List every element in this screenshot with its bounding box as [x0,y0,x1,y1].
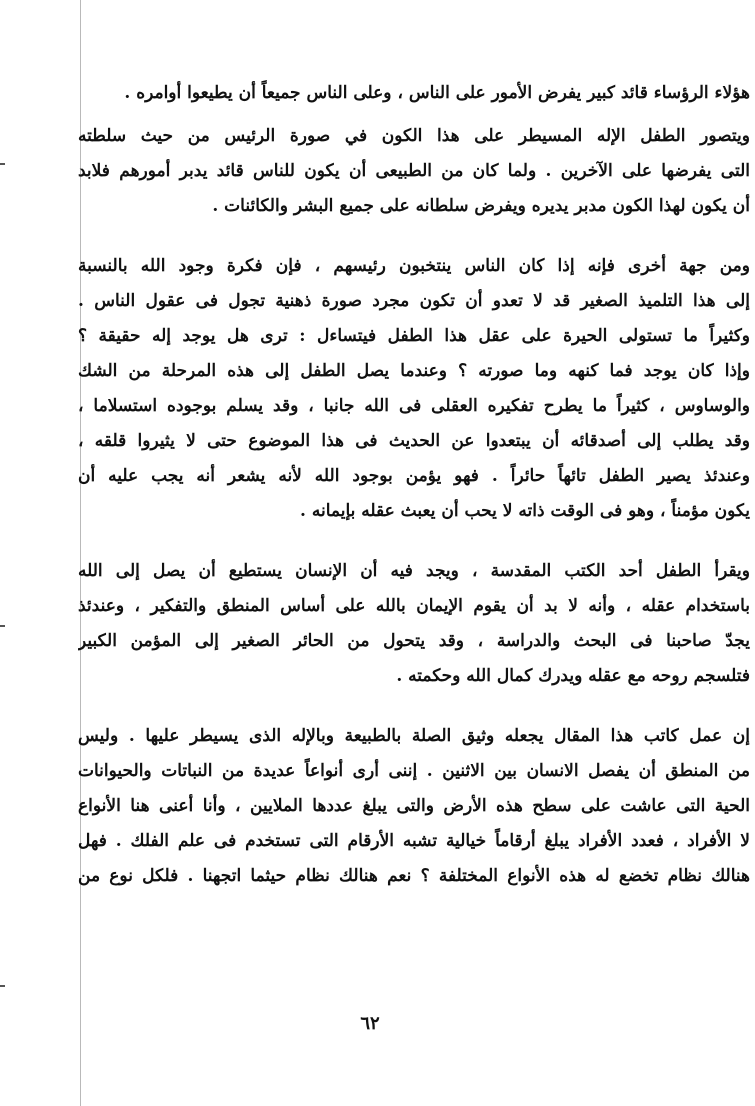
paragraph [78,249,750,529]
text-line: يجدّ صاحبنا فى البحث والدراسة ، وقد يتحول من الحائر الصغير إلى المؤمن الكبير [78,631,750,651]
paragraph [78,554,750,694]
text-line: باستخدام عقله ، وأنه لا بد أن يقوم الإيمان بالله على أساس المنطق والتفكير ، وعندئذ [78,596,750,616]
text-line: وقد يطلب إلى أصدقائه أن يبتعدوا عن الحديث فى هذا الموضوع حتى لا يثيروا قلقه ، [78,431,750,451]
text-line: لا الأفراد ، فعدد الأفراد يبلغ أرقاماً خيالية تشبه الأرقام التى تستخدم فى علم الفلك . فهل [78,831,750,851]
edge-mark [0,625,5,627]
text-line: ومن جهة أخرى فإنه إذا كان الناس ينتخبون رئيسهم ، فإن فكرة وجود الله بالنسبة [78,256,750,276]
paragraph [78,719,750,894]
edge-mark [0,163,5,165]
text-line: من المنطق أن يفصل الانسان بين الاثنين . إننى أرى أنواعاً عديدة من النباتات والحيوانات [78,761,750,781]
text-line: وإذا كان يوجد فما كنهه وما صورته ؟ وعندما يصل الطفل إلى هذه المرحلة من الشك [78,361,750,381]
paragraph-gap [78,694,750,719]
paragraph-gap [78,111,750,119]
text-line: التى يفرضها على الآخرين . ولما كان من الطبيعى أن يكون للناس قائد يدبر أمورهم فلابد [78,161,750,181]
paragraph-gap [78,224,750,249]
text-line: إلى هذا التلميذ الصغير قد لا تعدو أن تكون مجرد صورة ذهنية تجول فى عقول الناس . [78,291,750,311]
text-line: أن يكون لهذا الكون مدبر يديره ويفرض سلطانه على جميع البشر والكائنات . [212,196,750,216]
page-number: ٦٢ [360,1013,380,1034]
text-line: هنالك نظام تخضع له هذه الأنواع المختلفة ؟ نعم هنالك نظام حيثما اتجهنا . فلكل نوع من [78,866,750,886]
body-text [78,76,750,894]
paragraph [78,76,750,111]
text-line: هؤلاء الرؤساء قائد كبير يفرض الأمور على الناس ، وعلى الناس جميعاً أن يطيعوا أوامره . [124,83,750,103]
text-line: ويقرأ الطفل أحد الكتب المقدسة ، ويجد فيه أن الإنسان يستطيع أن يصل إلى الله [78,561,750,581]
text-line: ويتصور الطفل الإله المسيطر على هذا الكون في صورة الرئيس من حيث سلطته [78,126,750,146]
paragraph-gap [78,529,750,554]
text-line: وعندئذ يصير الطفل تائهاً حائراً . فهو يؤمن بوجود الله لأنه يشعر أنه يجب عليه أن [78,466,750,486]
text-line: وكثيراً ما تستولى الحيرة على عقل هذا الطفل فيتساءل : ترى هل يوجد إله حقيقة ؟ [78,326,750,346]
text-line: الحية التى عاشت على سطح هذه الأرض والتى يبلغ عددها الملايين ، وأنا أعنى هنا الأنواع [78,796,750,816]
paragraph [78,119,750,224]
text-line: إن عمل كاتب هذا المقال يجعله وثيق الصلة بالطبيعة وبالإله الذى يسيطر عليها . وليس [78,726,750,746]
text-line: والوساوس ، كثيراً ما يطرح تفكيره العقلى فى الله جانبا ، وقد يسلم بوجوده استسلاما ، [78,396,750,416]
text-line: فتلسجم روحه مع عقله ويدرك كمال الله وحكمته . [396,666,750,686]
edge-mark [0,985,5,987]
text-line: يكون مؤمناً ، وهو فى الوقت ذاته لا يحب أن يعبث عقله بإيمانه . [300,501,750,521]
